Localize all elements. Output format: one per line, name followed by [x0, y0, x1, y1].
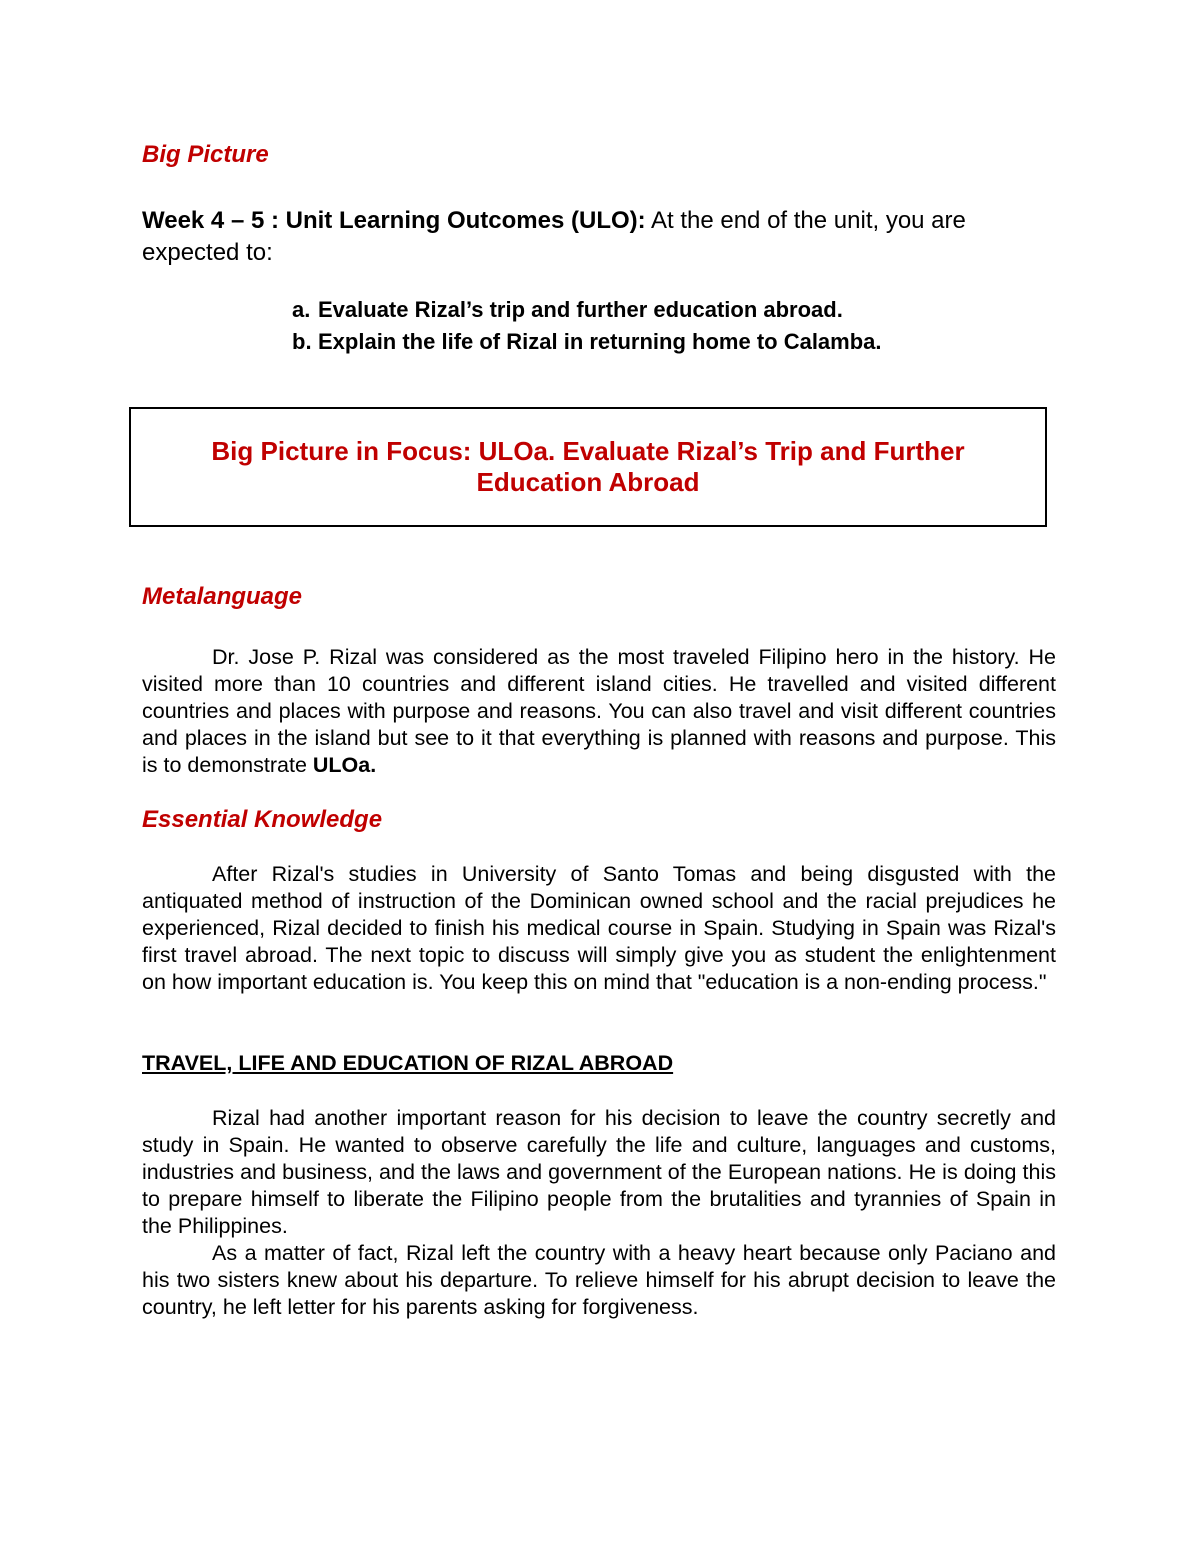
travel-paragraph-1-text: Rizal had another important reason for his decision to leave the country secretly and study in Spain. He wanted to observe carefully the life and culture, languages and customs, industries and business, and the laws and government of the European nations. He is doing this to prepare himself to liberate the Filipino people from the brutalities and tyrannies of Spain in the Philippines.: [142, 1106, 1056, 1238]
travel-section-heading: TRAVEL, LIFE AND EDUCATION OF RIZAL ABROAD: [142, 1051, 674, 1075]
objective-text: Evaluate Rizal’s trip and further education abroad.: [318, 297, 843, 322]
objective-item: [142, 326, 1058, 358]
travel-paragraph-2-text: As a matter of fact, Rizal left the country with a heavy heart because only Paciano and his two sisters knew about his departure. To relieve himself for his abrupt decision to leave the country, he left letter for his parents asking for forgiveness.: [142, 1241, 1056, 1319]
objective-text: Explain the life of Rizal in returning home to Calamba.: [318, 329, 882, 354]
big-picture-heading: Big Picture: [142, 141, 269, 168]
objectives-list: [142, 294, 1058, 358]
unit-learning-outcomes: [142, 205, 1058, 269]
travel-paragraph-1: [142, 1105, 1056, 1240]
essential-knowledge-paragraph: [142, 861, 1056, 996]
focus-box: [129, 407, 1047, 527]
metalanguage-bold-end: ULOa.: [312, 753, 377, 777]
focus-title: Big Picture in Focus: ULOa. Evaluate Rizal’s Trip and Further Education Abroad: [211, 436, 965, 497]
ulo-text: At the end of the unit, you are expected to:: [142, 207, 966, 266]
metalanguage-text: Dr. Jose P. Rizal was considered as the most traveled Filipino hero in the history. He visited more than 10 countries and different island cities. He travelled and visited different countries and places with purpose and reasons. You can also travel and visit different countries and places in the island but see to it that everything is planned with reasons and purpose. This is to demonstrate: [142, 645, 1056, 777]
objective-letter: b.: [292, 329, 312, 354]
ulo-label: Week 4 – 5 : Unit Learning Outcomes (ULO):: [142, 207, 646, 234]
essential-knowledge-heading: Essential Knowledge: [142, 806, 383, 833]
objective-item: [142, 294, 1058, 326]
objective-letter: a.: [292, 297, 311, 322]
travel-paragraph-2: [142, 1240, 1056, 1321]
essential-knowledge-text: After Rizal's studies in University of Santo Tomas and being disgusted with the antiquated method of instruction of the Dominican owned school and the racial prejudices he experienced, Rizal decided to finish his medical course in Spain. Studying in Spain was Rizal's first travel abroad. The next topic to discuss will simply give you as student the enlightenment on how important education is. You keep this on mind that "education is a non-ending process.": [142, 862, 1056, 994]
metalanguage-paragraph: [142, 644, 1056, 779]
metalanguage-heading: Metalanguage: [142, 583, 303, 610]
